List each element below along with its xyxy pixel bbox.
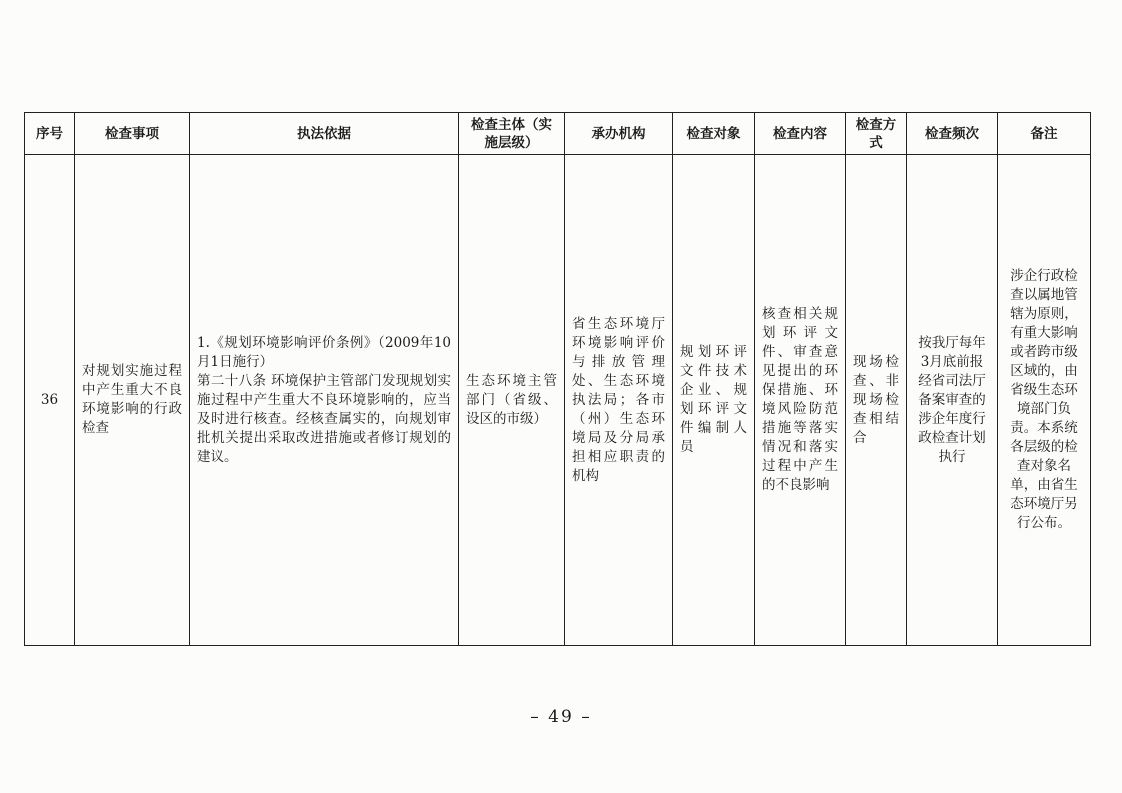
table-row — [25, 155, 1091, 646]
cell-item: 对规划实施过程中产生重大不良环境影响的行政检查 — [75, 155, 190, 646]
cell-remarks: 涉企行政检查以属地管辖为原则，有重大影响或者跨市级区域的，由省级生态环境部门负责。本系统各层级的检查对象名单，由省生态环境厅另行公布。 — [998, 155, 1091, 646]
cell-agency: 省生态环境厅环境影响评价与排放管理处、生态环境执法局；各市（州）生态环境局及分局承担相应职责的机构 — [565, 155, 673, 646]
cell-seq: 36 — [25, 155, 75, 646]
cell-subject: 生态环境主管部门（省级、设区的市级） — [459, 155, 565, 646]
header-subject: 检查主体（实施层级） — [459, 113, 565, 155]
header-content: 检查内容 — [755, 113, 846, 155]
header-row — [25, 113, 1091, 155]
header-frequency: 检查频次 — [907, 113, 998, 155]
cell-frequency: 按我厅每年3月底前报经省司法厅备案审查的涉企年度行政检查计划执行 — [907, 155, 998, 646]
header-target: 检查对象 — [673, 113, 755, 155]
page-number: – 49 – — [530, 707, 592, 727]
header-agency: 承办机构 — [565, 113, 673, 155]
header-basis: 执法依据 — [190, 113, 459, 155]
header-remarks: 备注 — [998, 113, 1091, 155]
inspection-table — [24, 112, 1091, 646]
header-method: 检查方式 — [846, 113, 907, 155]
cell-target: 规划环评文件技术企业、规划环评文件编制人员 — [673, 155, 755, 646]
header-seq: 序号 — [25, 113, 75, 155]
cell-basis: 1.《规划环境影响评价条例》（2009年10月1日施行） 第二十八条 环境保护主管部门发现规划实施过程中产生重大不良环境影响的，应当及时进行核查。经核查属实的，向规划审批机关提出采取改进措施或者修订规划的建议。 — [190, 155, 459, 646]
header-item: 检查事项 — [75, 113, 190, 155]
cell-content: 核查相关规划环评文件、审查意见提出的环保措施、环境风险防范措施等落实情况和落实过程中产生的不良影响 — [755, 155, 846, 646]
cell-method: 现场检查、非现场检查相结合 — [846, 155, 907, 646]
